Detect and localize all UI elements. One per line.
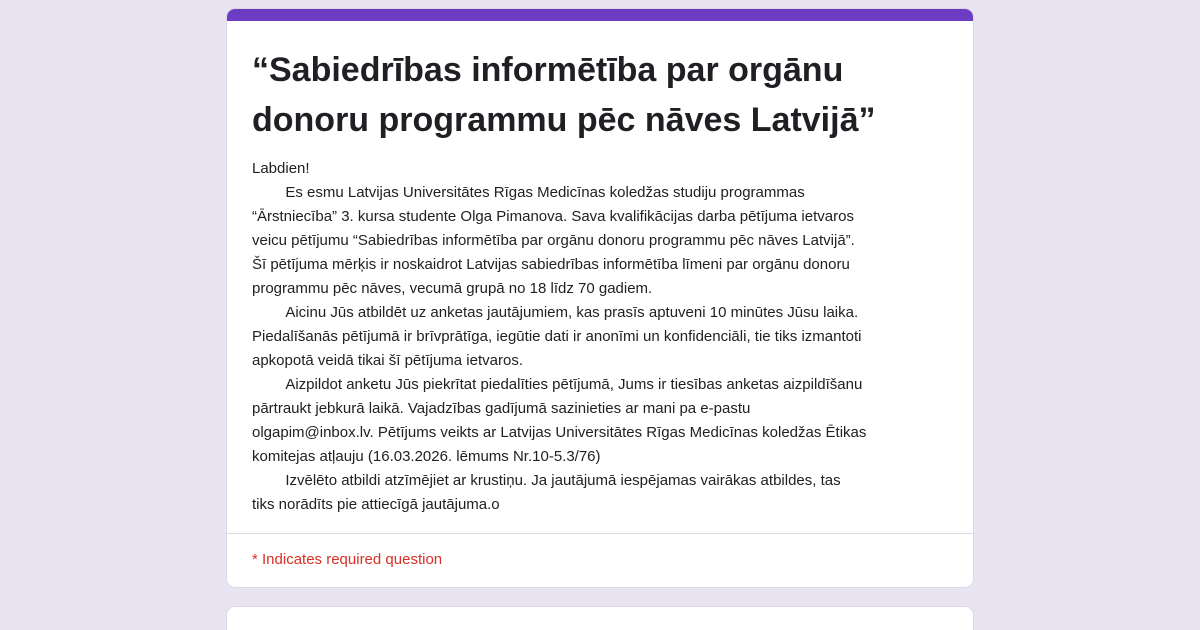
form-accent-bar <box>227 9 973 21</box>
form-title-line: “Sabiedrības informētība par orgānu <box>252 51 844 89</box>
form-description-line: apkopotā veidā tikai šī pētījuma ietvaros. <box>252 352 523 369</box>
form-description-line: Izvēlēto atbildi atzīmējiet ar krustiņu. Ja jautājumā iespējamas vairākas atbildes, tas <box>252 472 841 489</box>
form-description-line: Es esmu Latvijas Universitātes Rīgas Medicīnas koledžas studiju programmas <box>252 184 805 201</box>
form-description-line: Šī pētījuma mērķis ir noskaidrot Latvijas sabiedrības informētība līmeni par orgānu donoru <box>252 256 850 273</box>
form-description-line: programmu pēc nāves, vecumā grupā no 18 līdz 70 gadiem. <box>252 280 653 297</box>
form-header-card <box>226 8 974 588</box>
form-description-line: Aizpildot anketu Jūs piekrītat piedalīties pētījumā, Jums ir tiesības anketas aizpildīšanu <box>252 376 863 393</box>
form-description-line: olgapim@inbox.lv. Pētījums veikts ar Latvijas Universitātes Rīgas Medicīnas koledžas Ētikas <box>252 424 867 441</box>
required-note-row <box>227 534 973 587</box>
form-description-line: Aicinu Jūs atbildēt uz anketas jautājumiem, kas prasīs aptuveni 10 minūtes Jūsu laika. <box>252 304 859 321</box>
required-note: * Indicates required question <box>252 551 443 568</box>
form-page <box>226 0 974 630</box>
form-title <box>252 45 948 145</box>
form-description-line: veicu pētījumu “Sabiedrības informētība par orgānu donoru programmu pēc nāves Latvijā”. <box>252 232 855 249</box>
form-description <box>252 157 948 517</box>
form-description-line: pārtraukt jebkurā laikā. Vajadzības gadījumā sazinieties ar mani pa e-pastu <box>252 400 751 417</box>
question-card <box>226 606 974 630</box>
form-title-line: donoru programmu pēc nāves Latvijā” <box>252 101 876 139</box>
form-description-line: komitejas atļauju (16.03.2026. lēmums Nr.10-5.3/76) <box>252 448 601 465</box>
form-description-line: tiks norādīts pie attiecīgā jautājuma.o <box>252 496 500 513</box>
form-description-line: “Ārstniecība” 3. kursa studente Olga Pimanova. Sava kvalifikācijas darba pētījuma ietvaros <box>252 208 854 225</box>
form-header-content <box>227 21 973 533</box>
form-description-line: Labdien! <box>252 160 310 177</box>
form-description-line: Piedalīšanās pētījumā ir brīvprātīga, iegūtie dati ir anonīmi un konfidenciāli, tie tiks izmantoti <box>252 328 862 345</box>
